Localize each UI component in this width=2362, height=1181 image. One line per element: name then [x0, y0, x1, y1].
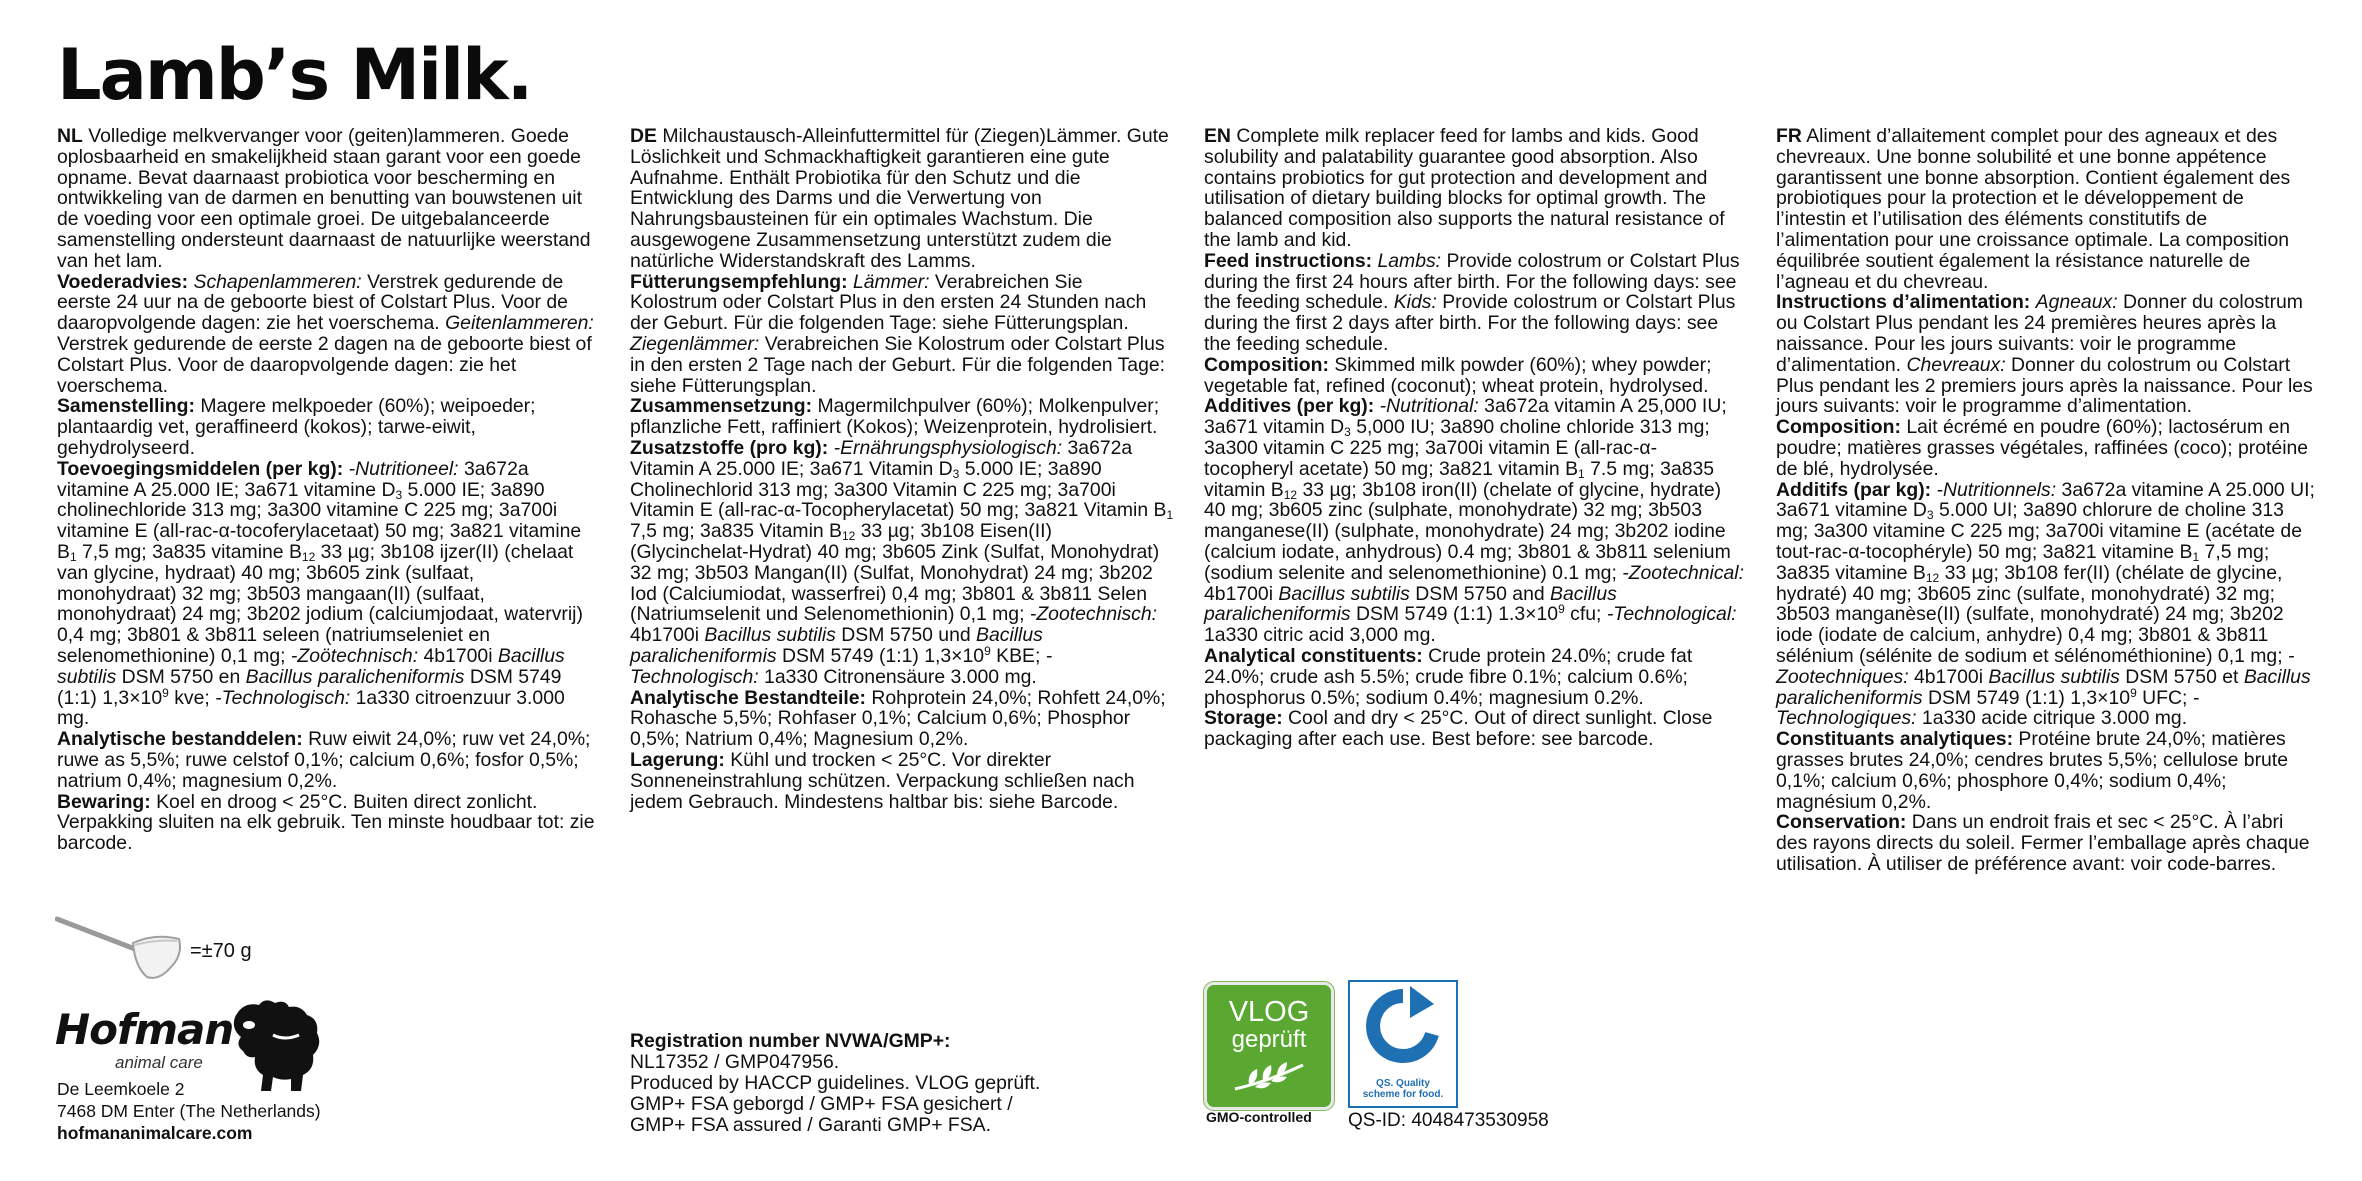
additive-text: 5.000 IE; 3a890 Cholinechlorid 313 mg; 3a300 Vitamin C 225 mg; 3a700i Vitamin E (all-rac-α-Tocopherylacetat) 50 mg; 3a821 Vitamin B — [630, 457, 1167, 522]
bacteria-name: Bacillus paralicheniformis — [245, 665, 465, 688]
composition-nl — [57, 396, 597, 458]
column-nl — [57, 126, 597, 854]
additive-text: 7.5 mg; 3a835 vitamin B — [1204, 457, 1715, 501]
additive-text: 5.000 UI; 3a890 chlorure de choline 313 mg; 3a300 vitamine C 225 mg; 3a700i vitamine E (acétate de tout-rac-α-tocophéryle) 50 mg; 3a821 vitamine B — [1776, 499, 2302, 563]
additive-text: DSM 5749 (1:1) 1,3×10 — [57, 665, 562, 709]
feed-sub: Schapenlammeren: — [193, 270, 362, 293]
additive-group: -Ernährungsphysiologisch: — [833, 436, 1063, 459]
lang-code: DE — [630, 125, 657, 147]
subscript: 3 — [1926, 508, 1934, 523]
additive-text: DSM 5749 (1:1) 1.3×10 — [1355, 603, 1559, 626]
section-heading: Additives (per kg): — [1204, 395, 1375, 418]
section-heading: Analytische Bestandteile: — [630, 686, 866, 709]
additive-text: 33 µg; 3b108 ijzer(II) (chelaat van glycine, hydraat) 40 mg; 3b605 zink (sulfaat, monohydraat) 32 mg; 3b503 mangaan(II) (sulfaat, monohydraat) 24 mg; 3b202 jodium (calciumjodaat, watervrij) 0,4 mg; 3b801 & 3b811 seleen (natriumseleniet en selenomethionine) 0,1 mg; — [57, 540, 583, 667]
lang-code: FR — [1776, 125, 1802, 147]
additive-text: cfu; — [1570, 603, 1602, 626]
storage-en — [1204, 708, 1744, 750]
registration-heading: Registration number NVWA/GMP+: — [630, 1030, 951, 1052]
subscript: 1 — [2192, 549, 2200, 564]
superscript: 9 — [1558, 602, 1565, 617]
section-text: Lait écrémé en poudre (60%); lactosérum en poudre; matières grasses végétales, raffinées (coco); protéine de blé, hydrolysée. — [1776, 416, 2309, 480]
additive-group: -Technologisch: — [215, 686, 351, 709]
intro-text: Volledige melkvervanger voor (geiten)lammeren. Goede oplosbaarheid en smakelijkheid staan garant voor een goede opname. Bevat daarnaast probiotica voor bescherming en ontwikkeling van de darmen en benutting van bouwstenen uit de voeding voor een optimale groei. De uitgebalanceerde samenstelling ondersteunt daarnaast de natuurlijke weerstand van het lam. — [57, 125, 591, 272]
additive-text: DSM 5750 et — [2125, 665, 2239, 688]
subscript: 12 — [1925, 570, 1940, 585]
vlog-badge — [1204, 982, 1334, 1110]
qs-id: QS-ID: 4048473530958 — [1348, 1110, 1549, 1131]
additive-text: 3a672a Vitamin A 25.000 IE; 3a671 Vitamin D — [630, 436, 1133, 480]
section-text: Cool and dry < 25°C. Out of direct sunlight. Close packaging after each use. Best before: see barcode. — [1204, 707, 1713, 751]
additive-text: KBE; — [996, 644, 1041, 667]
section-text: Dans un endroit frais et sec < 25°C. À l’abri des rayons directs du soleil. Fermer l’emballage après chaque utilisation. À utiliser de préférence avant: voir code-barres. — [1776, 811, 2310, 875]
section-heading: Zusatzstoffe (pro kg): — [630, 436, 829, 459]
analytical-en — [1204, 646, 1744, 708]
section-heading: Feed instructions: — [1204, 249, 1373, 272]
qs-logo-icon — [1350, 982, 1456, 1078]
storage-nl — [57, 792, 597, 854]
subscript: 12 — [842, 529, 856, 544]
intro-text: Aliment d’allaitement complet pour des agneaux et des chevreaux. Une bonne solubilité et une bonne appétence garantissent une bonne absorption. Contient également des probiotiques pour la protection et le développement de l’intestin et l’utilisation des éléments constitutifs de l’alimentation pour une croissance optimale. La composition équilibrée soutient également la résistance naturelle de l’agneau et du chevreau. — [1776, 125, 2291, 293]
intro-text: Complete milk replacer feed for lambs and kids. Good solubility and palatability guarantee good absorption. Also contains probiotics for gut protection and development and utilisation of dietary building blocks for optimal growth. The balanced composition also supports the natural resistance of the lamb and kid. — [1204, 125, 1725, 251]
logo-sub: animal care — [115, 1053, 203, 1072]
leaf-icon — [1229, 1059, 1309, 1095]
additive-text: 1a330 Citronensäure 3.000 mg. — [764, 665, 1037, 688]
additives-fr — [1776, 480, 2316, 730]
additive-group: -Zootechnisch: — [1029, 603, 1158, 626]
composition-en — [1204, 355, 1744, 397]
vlog-line1: VLOG — [1228, 996, 1310, 1028]
additive-text: 7,5 mg; 3a835 vitamine B — [82, 540, 302, 563]
section-text: Koel en droog < 25°C. Buiten direct zonlicht. Verpakking sluiten na elk gebruik. Ten minste houdbaar tot: zie barcode. — [57, 790, 595, 855]
gmo-label: GMO-controlled — [1206, 1109, 1312, 1125]
section-heading: Conservation: — [1776, 811, 1907, 834]
additive-group: -Technologisch: — [630, 644, 1053, 688]
storage-fr — [1776, 812, 2316, 874]
bacteria-name: Bacillus paralicheniformis — [1776, 665, 2311, 709]
section-text: Ruw eiwit 24,0%; ruw vet 24,0%; ruwe as 5,5%; ruwe celstof 0,1%; calcium 0,6%; fosfor 0,5%; natrium 0,4%; magnesium 0,2%. — [57, 728, 591, 792]
additive-text: DSM 5750 and — [1415, 582, 1545, 605]
additive-text: 4b1700i — [423, 644, 493, 667]
bacteria-name: Bacillus subtilis — [1278, 582, 1410, 605]
additive-text: 33 µg; 3b108 iron(II) (chelate of glycine, hydrate) 40 mg; 3b605 zinc (sulphate, monohydrate) 32 mg; 3b503 manganese(II) (sulphate, monohydrate) 24 mg; 3b202 iodine (calcium iodate, anhydrous) 0.4 mg; 3b801 & 3b811 selenium (sodium selenite and selenomethionine) 0.1 mg; — [1204, 478, 1731, 584]
additive-text: 5.000 IE; 3a890 cholinechloride 313 mg; 3a300 vitamine C 225 mg; 3a700i vitamine E (all-rac-α-tocoferylacetaat) 50 mg; 3a821 vitamine B — [57, 478, 582, 563]
feed-sub: Chevreaux: — [1906, 353, 2006, 376]
additive-text: 7,5 mg; 3a835 Vitamin B — [630, 520, 842, 543]
additive-text: 3a672a vitamine A 25.000 UI; 3a671 vitamine D — [1776, 478, 2315, 522]
additives-de — [630, 438, 1175, 688]
additive-text: 3a672a vitamin A 25,000 IU; 3a671 vitamin D — [1204, 395, 1727, 439]
vlog-line2: geprüft — [1231, 1026, 1307, 1053]
subscript: 1 — [1578, 466, 1585, 481]
intro-en — [1204, 126, 1744, 251]
additive-text: 1a330 acide citrique 3.000 mg. — [1921, 707, 2188, 730]
additive-text: 5,000 IU; 3a890 choline chloride 313 mg; 3a300 vitamin C 225 mg; 3a700i vitamin E (all-rac-α-tocopheryl acetate) 50 mg; 3a821 vitamin B — [1204, 416, 1710, 480]
section-text: Rohprotein 24,0%; Rohfett 24,0%; Rohasche 5,5%; Rohfaser 0,1%; Calcium 0,6%; Phosphor 0,5%; Natrium 0,4%; Magnesium 0,2%. — [630, 686, 1166, 751]
analytical-nl — [57, 729, 597, 791]
feed-text: Verstrek gedurende de eerste 24 uur na de geboorte biest of Colstart Plus. Voor de daaropvolgende dagen: zie het voerschema. — [57, 270, 568, 335]
feed-text: Donner du colostrum ou Colstart Plus pendant les 24 premières heures après la naissance. Pour les jours suivants: voir le programme d’alimentation. — [1776, 291, 2303, 376]
feed-text: Verabreichen Sie Kolostrum oder Colstart Plus in den ersten 2 Tage nach der Geburt. Für die folgenden Tage: siehe Fütterungsplan. — [630, 332, 1166, 397]
scoop-label: =±70 g — [190, 940, 252, 962]
additive-group: -Zootechniques: — [1776, 644, 2295, 688]
feed-sub: Kids: — [1393, 291, 1437, 314]
address-line: 7468 DM Enter (The Netherlands) — [57, 1101, 321, 1121]
analytical-de — [630, 688, 1175, 750]
additive-text: DSM 5750 und — [841, 624, 971, 647]
section-heading: Composition: — [1776, 416, 1901, 439]
subscript: 12 — [301, 549, 316, 564]
section-text: Magermilchpulver (60%); Molkenpulver; pflanzliche Fett, raffiniert (Kokos); Weizenprotein, hydrolisiert. — [630, 395, 1160, 439]
analytical-fr — [1776, 729, 2316, 812]
additive-text: 1a330 citroenzuur 3.000 mg. — [57, 686, 565, 730]
feed-nl — [57, 272, 597, 397]
qs-line2: scheme for food. — [1362, 1089, 1444, 1100]
feed-sub: Geitenlammeren: — [445, 312, 594, 335]
composition-de — [630, 396, 1175, 438]
subscript: 1 — [1166, 508, 1174, 523]
section-heading: Lagerung: — [630, 748, 725, 771]
additive-group: -Nutritioneel: — [348, 457, 459, 480]
section-heading: Samenstelling: — [57, 395, 195, 418]
bacteria-name: Bacillus subtilis — [704, 624, 836, 647]
bacteria-name: Bacillus subtilis — [57, 644, 565, 688]
additive-group: -Zoötechnisch: — [290, 644, 419, 667]
subscript: 3 — [1344, 425, 1351, 440]
additive-text: 4b1700i — [630, 624, 700, 647]
additive-group: -Nutritional: — [1379, 395, 1479, 418]
bacteria-name: Bacillus paralicheniformis — [1204, 582, 1617, 626]
intro-text: Milchaustausch-Alleinfuttermittel für (Ziegen)Lämmer. Gute Löslichkeit und Schmackhaftigkeit garantieren eine gute Aufnahme. Enthält Probiotika für den Schutz und die Entwicklung des Darms und die Verwertung von Nahrungsbausteinen für ein optimales Wachstum. Die ausgewogene Zusammensetzung unterstützt zudem die natürliche Widerstandskraft des Lamms. — [630, 125, 1169, 272]
qs-badge — [1348, 980, 1458, 1108]
column-de — [630, 126, 1175, 812]
additive-text: 4b1700i — [1913, 665, 1983, 688]
feed-text: Donner du colostrum ou Colstart Plus pendant les 2 premiers jours après la naissance. Pour les jours suivants: voir le programme d’alimentation. — [1776, 353, 2313, 418]
additive-group: -Technological: — [1606, 603, 1737, 626]
feed-text: Provide colostrum or Colstart Plus during the first 24 hours after birth. For the following days: see the feeding schedule. — [1204, 249, 1740, 314]
subscript: 1 — [69, 549, 77, 564]
intro-nl — [57, 126, 597, 272]
feed-sub: Agneaux: — [2035, 291, 2118, 314]
scoop-icon — [55, 905, 185, 985]
product-title: Lamb’s Milk. — [57, 34, 532, 116]
section-text: Kühl und trocken < 25°C. Vor direkter Sonneneinstrahlung schützen. Verpackung schließen nach jedem Gebrauch. Mindestens haltbar bis: siehe Barcode. — [630, 748, 1135, 813]
lang-code: EN — [1204, 125, 1231, 147]
section-heading: Composition: — [1204, 353, 1329, 376]
feed-sub: Lämmer: — [852, 270, 930, 293]
section-heading: Voederadvies: — [57, 270, 189, 293]
section-heading: Toevoegingsmiddelen (per kg): — [57, 457, 344, 480]
additives-nl — [57, 459, 597, 729]
section-heading: Fütterungsempfehlung: — [630, 270, 848, 293]
feed-sub: Ziegenlämmer: — [630, 332, 760, 355]
feed-fr — [1776, 292, 2316, 417]
additive-text: 33 µg; 3b108 fer(II) (chélate de glycine, hydraté) 40 mg; 3b605 zinc (sulfate, monohydraté) 32 mg; 3b503 manganèse(II) (sulfate, monohydraté) 24 mg; 3b202 iode (iodate de calcium, anhydre) 0,4 mg; 3b801 & 3b811 sélénium (sélénite de sodium et sélénométhionine) 0,1 mg; — [1776, 561, 2284, 667]
subscript: 3 — [952, 466, 960, 481]
registration-number: NL17352 / GMP047956. — [630, 1051, 840, 1073]
composition-fr — [1776, 417, 2316, 479]
additive-text: 3a672a vitamine A 25.000 IE; 3a671 vitamine D — [57, 457, 529, 501]
qs-line1: QS. Quality — [1376, 1078, 1430, 1089]
logo-brand: Hofman — [55, 1005, 234, 1054]
section-heading: Instructions d’alimentation: — [1776, 291, 2031, 314]
additive-text: DSM 5749 (1:1) 1,3×10 — [781, 644, 985, 667]
additive-group: -Technologiques: — [1776, 686, 2200, 730]
company-address — [57, 1078, 321, 1144]
section-heading: Storage: — [1204, 707, 1283, 730]
registration-block — [630, 1031, 1190, 1136]
additive-text: UFC; — [2142, 686, 2188, 709]
section-heading: Zusammensetzung: — [630, 395, 813, 418]
feed-de — [630, 272, 1175, 397]
qs-text — [1350, 1078, 1456, 1100]
section-text: Skimmed milk powder (60%); whey powder; vegetable fat, refined (coconut); wheat protein, hydrolysed. — [1204, 353, 1712, 397]
website-link[interactable]: hofmananimalcare.com — [57, 1123, 253, 1143]
section-text: Protéine brute 24,0%; matières grasses brutes 24,0%; cendres brutes 5,5%; cellulose brute 0,1%; calcium 0,6%; phosphore 0,4%; sodium 0,4%; magnésium 0,2%. — [1776, 728, 2288, 813]
additive-text: 33 µg; 3b108 Eisen(II) (Glycinchelat-Hydrat) 40 mg; 3b605 Zink (Sulfat, Monohydrat) 32 mg; 3b503 Mangan(II) (Sulfat, Monohydrat) 24 mg; 3b202 Iod (Calciumiodat, wasserfrei) 0,4 mg; 3b801 & 3b811 Selen (Natriumselenit und Selenomethionin) 0,1 mg; — [630, 520, 1160, 626]
intro-fr — [1776, 126, 2316, 292]
feed-text: Verabreichen Sie Kolostrum oder Colstart Plus in den ersten 24 Stunden nach der Geburt. Für die folgenden Tage: siehe Fütterungsplan. — [630, 270, 1147, 335]
storage-de — [630, 750, 1175, 812]
bacteria-name: Bacillus subtilis — [1988, 665, 2120, 688]
additive-text: DSM 5749 (1:1) 1,3×10 — [1927, 686, 2131, 709]
intro-de — [630, 126, 1175, 272]
section-text: Crude protein 24.0%; crude fat 24.0%; crude ash 5.5%; crude fibre 0.1%; calcium 0.6%; phosphorus 0.5%; sodium 0.4%; magnesium 0.2%. — [1204, 644, 1693, 709]
section-heading: Additifs (par kg): — [1776, 478, 1932, 501]
section-heading: Constituants analytiques: — [1776, 728, 2014, 751]
feed-text: Verstrek gedurende de eerste 2 dagen na de geboorte biest of Colstart Plus. Voor de daaropvolgende dagen: zie het voerschema. — [57, 332, 592, 397]
additive-text: 7,5 mg; 3a835 vitamine B — [1776, 540, 2270, 584]
registration-line: GMP+ FSA assured / Garanti GMP+ FSA. — [630, 1114, 992, 1136]
additives-en — [1204, 396, 1744, 646]
column-en — [1204, 126, 1744, 750]
section-heading: Bewaring: — [57, 790, 151, 813]
section-heading: Analytical constituents: — [1204, 644, 1423, 667]
additive-text: kve; — [174, 686, 210, 709]
additive-text: 4b1700i — [1204, 582, 1274, 605]
section-heading: Analytische bestanddelen: — [57, 728, 303, 751]
column-fr — [1776, 126, 2316, 875]
registration-line: Produced by HACCP guidelines. VLOG geprüft. — [630, 1072, 1041, 1094]
additive-text: DSM 5750 en — [121, 665, 241, 688]
additive-group: -Nutritionnels: — [1936, 478, 2057, 501]
additive-text: 1a330 citric acid 3,000 mg. — [1204, 624, 1436, 647]
feed-sub: Lambs: — [1377, 249, 1442, 272]
additive-group: -Zootechnical: — [1622, 561, 1745, 584]
registration-line: GMP+ FSA geborgd / GMP+ FSA gesichert / — [630, 1093, 1013, 1115]
superscript: 9 — [2130, 685, 2137, 700]
superscript: 9 — [984, 643, 991, 658]
section-text: Magere melkpoeder (60%); weipoeder; plantaardig vet, geraffineerd (kokos); tarwe-eiwit, gehydrolyseerd. — [57, 395, 536, 459]
subscript: 12 — [1283, 487, 1298, 502]
lang-code: NL — [57, 125, 83, 147]
feed-text: Provide colostrum or Colstart Plus during the first 2 days after birth. For the following days: see the feeding schedule. — [1204, 291, 1736, 355]
bacteria-name: Bacillus paralicheniformis — [630, 624, 1043, 667]
superscript: 9 — [162, 685, 169, 700]
feed-en — [1204, 251, 1744, 355]
subscript: 3 — [395, 487, 403, 502]
address-line: De Leemkoele 2 — [57, 1079, 185, 1099]
